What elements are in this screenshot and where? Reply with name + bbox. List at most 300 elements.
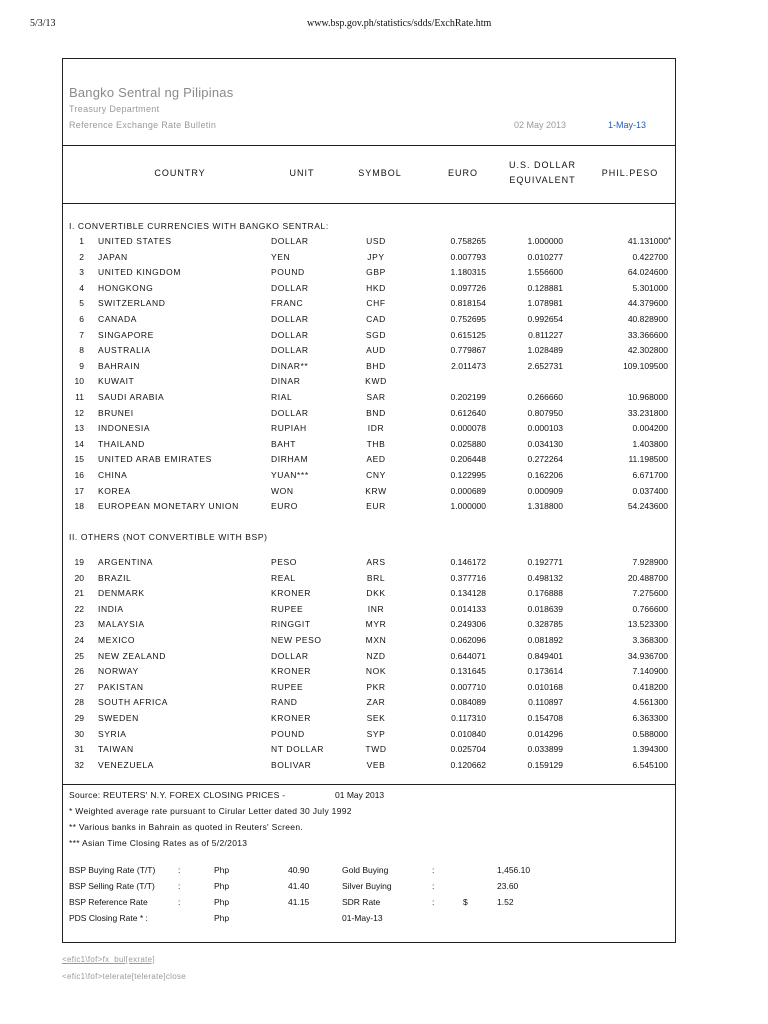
row-unit: DOLLAR (271, 407, 309, 418)
page-url: www.bsp.gov.ph/statistics/sdds/ExchRate.htm (307, 18, 492, 29)
row-country: EUROPEAN MONETARY UNION (98, 501, 239, 512)
row-country: SINGAPORE (98, 329, 154, 340)
table-row (0, 283, 768, 298)
col-unit: UNIT (289, 168, 315, 178)
row-php: 11.198500 (628, 454, 668, 465)
row-php: 10.968000 (627, 392, 668, 402)
row-euro: 0.644071 (450, 650, 486, 661)
row-unit: DOLLAR (271, 650, 309, 661)
row-php: 0.588000 (632, 728, 668, 739)
row-usd: 0.000103 (527, 423, 563, 434)
row-symbol: ZAR (366, 697, 386, 708)
row-usd: 0.849401 (527, 650, 563, 661)
row-number: 31 (74, 744, 84, 755)
row-euro: 0.010840 (450, 728, 486, 739)
row-usd: 0.014296 (527, 728, 563, 739)
table-row (0, 635, 768, 650)
section1-title: I. CONVERTIBLE CURRENCIES WITH BANGKO SENTRAL: (69, 221, 329, 231)
row-euro: 0.377716 (450, 572, 486, 583)
row-country: BRAZIL (98, 572, 132, 583)
row-euro: 1.180315 (450, 267, 486, 278)
row-unit: FRANC (271, 298, 304, 309)
row-php: 1.403800 (632, 438, 668, 449)
row-country: SOUTH AFRICA (98, 697, 169, 708)
row-symbol: CAD (366, 314, 386, 324)
row-country: UNITED STATES (98, 236, 172, 246)
row-symbol: SAR (366, 392, 386, 402)
row-symbol: VEB (366, 759, 386, 770)
row-symbol: SEK (366, 713, 386, 723)
row-symbol: THB (366, 438, 386, 449)
row-php: 40.828900 (627, 314, 668, 324)
row-country: SYRIA (98, 728, 127, 739)
table-row (0, 573, 768, 588)
row-php: 0.004200 (632, 423, 668, 434)
row-unit: NT DOLLAR (271, 744, 324, 755)
table-row (0, 376, 768, 391)
row-euro: 0.206448 (450, 454, 486, 465)
row-symbol: HKD (366, 282, 386, 293)
row-symbol: INR (367, 603, 385, 614)
table-row (0, 408, 768, 423)
col-country: COUNTRY (154, 168, 206, 178)
row-country: TAIWAN (98, 744, 134, 755)
row-euro: 0.084089 (450, 697, 486, 708)
table-row (0, 619, 768, 634)
row-symbol: NOK (365, 666, 387, 677)
row-euro: 1.000000 (450, 501, 486, 512)
row-usd: 1.318800 (527, 501, 563, 512)
row-country: PAKISTAN (98, 681, 144, 692)
row-php: 20.488700 (627, 572, 668, 583)
row-symbol: BND (366, 407, 386, 418)
row-euro: 0.134128 (450, 588, 486, 599)
table-row (0, 744, 768, 759)
row-unit: YEN (271, 251, 291, 262)
row-number: 6 (79, 314, 84, 324)
row-number: 2 (79, 251, 84, 262)
row-usd: 0.811227 (528, 329, 563, 340)
row-number: 3 (79, 267, 84, 278)
table-row (0, 588, 768, 603)
col-symbol: SYMBOL (358, 168, 402, 178)
row-usd: 0.807950 (527, 407, 563, 418)
row-unit: WON (271, 485, 294, 496)
bulletin-date: 02 May 2013 (514, 120, 567, 130)
buying-value: 40.90 (288, 865, 310, 875)
row-symbol: DKK (366, 588, 386, 599)
row-php: 7.275600 (632, 588, 668, 599)
row-unit: DIRHAM (271, 454, 309, 465)
table-row (0, 760, 768, 775)
reference-value: 41.15 (288, 897, 310, 907)
row-number: 19 (74, 557, 84, 567)
table-row (0, 682, 768, 697)
sdr-value: 1.52 (497, 897, 514, 907)
row-country: UNITED KINGDOM (98, 267, 182, 278)
row-php: 64.024600 (627, 267, 668, 278)
table-row (0, 604, 768, 619)
table-row (0, 713, 768, 728)
note-3: *** Asian Time Closing Rates as of 5/2/2013 (69, 838, 248, 848)
row-number: 26 (74, 666, 84, 677)
pds-label: PDS Closing Rate * : (69, 913, 148, 923)
table-row (0, 361, 768, 376)
row-euro: 0.612640 (450, 407, 486, 418)
row-symbol: SYP (366, 728, 386, 739)
row-symbol: NZD (366, 650, 386, 661)
table-row (0, 486, 768, 501)
row-country: SWITZERLAND (98, 298, 166, 309)
row-euro: 0.007793 (450, 251, 486, 262)
row-country: MALAYSIA (98, 619, 145, 630)
source-date: 01 May 2013 (335, 790, 385, 800)
table-row (0, 729, 768, 744)
selling-colon: : (178, 881, 181, 891)
row-php: 7.928900 (632, 557, 668, 567)
table-row (0, 697, 768, 712)
row-php: 6.545100 (632, 759, 668, 770)
row-usd: 0.018639 (527, 603, 563, 614)
row-number: 25 (74, 650, 84, 661)
row-symbol: BRL (366, 572, 386, 583)
pds-currency: Php (214, 913, 230, 923)
row-number: 9 (79, 360, 84, 371)
row-euro: 0.120662 (450, 759, 486, 770)
row-usd: 0.081892 (527, 635, 563, 645)
row-usd: 0.498132 (527, 572, 563, 583)
table-row (0, 267, 768, 282)
row-country: NORWAY (98, 666, 139, 677)
row-country: HONGKONG (98, 282, 154, 293)
row-country: UNITED ARAB EMIRATES (98, 454, 212, 465)
rate-date: 1-May-13 (608, 120, 647, 130)
row-usd: 0.173614 (527, 666, 563, 677)
row-euro: 0.007710 (450, 681, 486, 692)
row-number: 4 (79, 282, 84, 293)
row-euro: 0.249306 (450, 619, 486, 630)
row-symbol: CNY (366, 470, 386, 480)
row-number: 28 (74, 697, 84, 708)
section2-title: II. OTHERS (NOT CONVERTIBLE WITH BSP) (69, 532, 268, 542)
row-usd: 0.000909 (527, 485, 563, 496)
silver-label: Silver Buying (342, 881, 392, 891)
row-usd: 1.028489 (527, 345, 563, 356)
row-country: INDONESIA (98, 423, 151, 434)
gold-value: 1,456.10 (497, 865, 531, 875)
row-php: 7.140900 (632, 666, 668, 677)
row-symbol: KRW (365, 485, 387, 496)
row-unit: DINAR (271, 376, 301, 387)
row-footnote-mark: * (668, 236, 672, 245)
row-country: SAUDI ARABIA (98, 392, 165, 402)
row-unit: KRONER (271, 588, 311, 599)
row-unit: REAL (271, 572, 296, 583)
row-euro: 0.202199 (450, 392, 486, 402)
row-usd: 1.078981 (527, 298, 563, 309)
table-row (0, 439, 768, 454)
row-unit: PESO (271, 557, 298, 567)
row-unit: RAND (271, 697, 298, 708)
row-country: JAPAN (98, 251, 128, 262)
buying-colon: : (178, 865, 181, 875)
row-euro: 0.000689 (450, 485, 486, 496)
sdr-colon: : (432, 897, 435, 907)
silver-value: 23.60 (497, 881, 519, 891)
row-symbol: AED (366, 454, 386, 465)
row-number: 12 (74, 407, 84, 418)
row-unit: KRONER (271, 666, 311, 677)
row-country: ARGENTINA (98, 557, 153, 567)
row-usd: 0.154708 (527, 713, 563, 723)
row-country: CHINA (98, 470, 128, 480)
row-symbol: ARS (366, 557, 386, 567)
row-usd: 0.034130 (527, 438, 563, 449)
table-row (0, 314, 768, 329)
sdr-currency: $ (463, 897, 468, 907)
row-number: 17 (74, 485, 84, 496)
reference-colon: : (178, 897, 181, 907)
row-symbol: JPY (367, 251, 385, 262)
row-country: KOREA (98, 485, 131, 496)
row-unit: BOLIVAR (271, 759, 312, 770)
row-usd: 0.266660 (527, 392, 563, 402)
notes-divider (62, 784, 676, 785)
row-usd: 0.328785 (527, 619, 563, 630)
row-unit: DOLLAR (271, 236, 309, 246)
row-euro: 0.131645 (450, 666, 486, 677)
column-header-divider (62, 203, 676, 204)
row-number: 29 (74, 713, 84, 723)
row-number: 16 (74, 470, 84, 480)
row-symbol: EUR (366, 501, 386, 512)
row-usd: 0.128881 (527, 282, 563, 293)
header-divider (62, 145, 676, 146)
row-php: 0.422700 (632, 251, 668, 262)
row-php: 0.037400 (632, 485, 668, 496)
row-number: 5 (79, 298, 84, 309)
row-php: 54.243600 (627, 501, 668, 512)
bulletin-title: Reference Exchange Rate Bulletin (69, 120, 217, 130)
table-row (0, 330, 768, 345)
table-row (0, 454, 768, 469)
row-php: 13.523300 (627, 619, 668, 630)
row-unit: RIAL (271, 392, 293, 402)
row-euro: 0.779867 (450, 345, 486, 356)
row-php: 1.394300 (632, 744, 668, 755)
row-unit: DOLLAR (271, 345, 309, 356)
row-number: 24 (74, 635, 84, 645)
row-euro: 0.025704 (450, 744, 486, 755)
sdr-label: SDR Rate (342, 897, 381, 907)
row-country: NEW ZEALAND (98, 650, 166, 661)
row-unit: DOLLAR (271, 329, 309, 340)
row-usd: 0.010168 (527, 681, 563, 692)
row-unit: BAHT (271, 438, 297, 449)
bank-name: Bangko Sentral ng Pilipinas (69, 85, 234, 100)
row-usd: 0.010277 (527, 251, 563, 262)
footer-link-bulletin[interactable]: <efic1\fof>fx_bul[exrate] (62, 955, 155, 964)
footer-link-telerate: <efic1\fof>telerate[telerate]close (62, 972, 187, 981)
row-euro: 0.122995 (450, 470, 486, 480)
col-euro: EURO (447, 168, 478, 178)
table-row (0, 298, 768, 313)
row-php: 41.131000 (627, 236, 668, 246)
note-2: ** Various banks in Bahrain as quoted in Reuters' Screen. (69, 822, 304, 832)
gold-label: Gold Buying (342, 865, 389, 875)
row-symbol: SGD (365, 329, 387, 340)
row-country: MEXICO (98, 635, 136, 645)
row-country: KUWAIT (98, 376, 135, 387)
buying-label: BSP Buying Rate (T/T) (69, 865, 156, 875)
table-row (0, 501, 768, 516)
row-php: 0.418200 (632, 681, 668, 692)
row-unit: YUAN*** (271, 470, 309, 480)
row-number: 8 (79, 345, 84, 356)
row-euro: 0.117310 (451, 713, 486, 723)
row-symbol: TWD (365, 744, 387, 755)
table-row (0, 236, 768, 251)
row-number: 30 (74, 728, 84, 739)
table-row (0, 470, 768, 485)
table-row (0, 557, 768, 572)
row-number: 20 (74, 572, 84, 583)
row-symbol: MYR (365, 619, 387, 630)
row-euro: 0.752695 (450, 314, 486, 324)
row-usd: 0.272264 (527, 454, 563, 465)
row-symbol: IDR (367, 423, 385, 434)
row-unit: KRONER (271, 713, 311, 723)
pds-date: 01-May-13 (342, 913, 383, 923)
row-number: 7 (79, 329, 84, 340)
row-symbol: CHF (366, 298, 386, 309)
row-symbol: AUD (366, 345, 386, 356)
row-usd: 0.192771 (527, 557, 563, 567)
row-unit: POUND (271, 728, 305, 739)
gold-colon: : (432, 865, 435, 875)
row-country: CANADA (98, 314, 138, 324)
row-number: 21 (74, 588, 84, 599)
row-number: 32 (74, 759, 84, 770)
row-php: 109.109500 (623, 360, 668, 371)
row-euro: 0.062096 (450, 635, 486, 645)
row-country: BAHRAIN (98, 360, 140, 371)
row-unit: NEW PESO (271, 635, 322, 645)
row-number: 1 (79, 236, 84, 246)
row-usd: 2.652731 (527, 360, 563, 371)
row-number: 27 (74, 681, 84, 692)
row-php: 6.671700 (632, 470, 668, 480)
row-unit: RUPEE (271, 603, 304, 614)
row-usd: 0.992654 (527, 314, 563, 324)
reference-label: BSP Reference Rate (69, 897, 148, 907)
row-euro: 0.025880 (450, 438, 486, 449)
row-php: 34.936700 (627, 650, 668, 661)
row-php: 4.561300 (632, 697, 668, 708)
table-row (0, 651, 768, 666)
row-usd: 0.110897 (528, 697, 563, 708)
row-number: 15 (74, 454, 84, 465)
row-number: 18 (74, 501, 84, 512)
row-unit: DINAR** (271, 360, 309, 371)
row-symbol: BHD (366, 360, 386, 371)
selling-value: 41.40 (288, 881, 310, 891)
row-php: 0.766600 (632, 603, 668, 614)
table-row (0, 423, 768, 438)
row-number: 23 (74, 619, 84, 630)
row-unit: RUPIAH (271, 423, 307, 434)
row-usd: 0.033899 (527, 744, 563, 755)
row-country: THAILAND (98, 438, 145, 449)
row-country: INDIA (98, 603, 124, 614)
row-usd: 1.556600 (527, 267, 563, 278)
row-php: 33.366600 (627, 329, 668, 340)
row-symbol: PKR (366, 681, 386, 692)
selling-currency: Php (214, 881, 230, 891)
row-number: 13 (74, 423, 84, 434)
row-number: 11 (75, 392, 84, 402)
row-symbol: KWD (365, 376, 387, 387)
row-symbol: USD (366, 236, 386, 246)
row-php: 42.302800 (627, 345, 668, 356)
row-unit: POUND (271, 267, 305, 278)
table-row (0, 345, 768, 360)
row-usd: 0.159129 (527, 759, 563, 770)
row-country: AUSTRALIA (98, 345, 151, 356)
buying-currency: Php (214, 865, 230, 875)
row-unit: DOLLAR (271, 314, 309, 324)
row-php: 44.379600 (627, 298, 668, 309)
reference-currency: Php (214, 897, 230, 907)
row-symbol: MXN (365, 635, 387, 645)
row-euro: 0.000078 (450, 423, 486, 434)
row-euro: 2.011473 (451, 360, 486, 371)
row-php: 3.368300 (632, 635, 668, 645)
row-php: 6.363300 (632, 713, 668, 723)
selling-label: BSP Selling Rate (T/T) (69, 881, 155, 891)
row-euro: 0.615125 (450, 329, 486, 340)
row-unit: RINGGIT (271, 619, 311, 630)
row-php: 33.231800 (627, 407, 668, 418)
col-usd-line1: U.S. DOLLAR (508, 160, 577, 170)
row-number: 22 (74, 603, 84, 614)
row-php: 5.301000 (632, 282, 668, 293)
print-date: 5/3/13 (30, 18, 56, 29)
row-usd: 0.162206 (527, 470, 563, 480)
row-country: SWEDEN (98, 713, 139, 723)
row-usd: 1.000000 (527, 236, 563, 246)
row-unit: EURO (271, 501, 298, 512)
col-usd-line2: EQUIVALENT (509, 175, 576, 185)
row-euro: 0.758265 (450, 236, 486, 246)
row-usd: 0.176888 (527, 588, 563, 599)
silver-colon: : (432, 881, 435, 891)
row-country: BRUNEI (98, 407, 134, 418)
row-euro: 0.097726 (450, 282, 486, 293)
row-euro: 0.146172 (450, 557, 486, 567)
row-country: VENEZUELA (98, 759, 154, 770)
row-unit: DOLLAR (271, 282, 309, 293)
row-euro: 0.818154 (450, 298, 486, 309)
table-row (0, 392, 768, 407)
row-symbol: GBP (366, 267, 386, 278)
row-euro: 0.014133 (450, 603, 486, 614)
row-number: 14 (74, 438, 84, 449)
department: Treasury Department (69, 104, 160, 114)
row-country: DENMARK (98, 588, 145, 599)
row-number: 10 (74, 376, 84, 387)
note-1: * Weighted average rate pursuant to Cirular Letter dated 30 July 1992 (69, 806, 352, 816)
